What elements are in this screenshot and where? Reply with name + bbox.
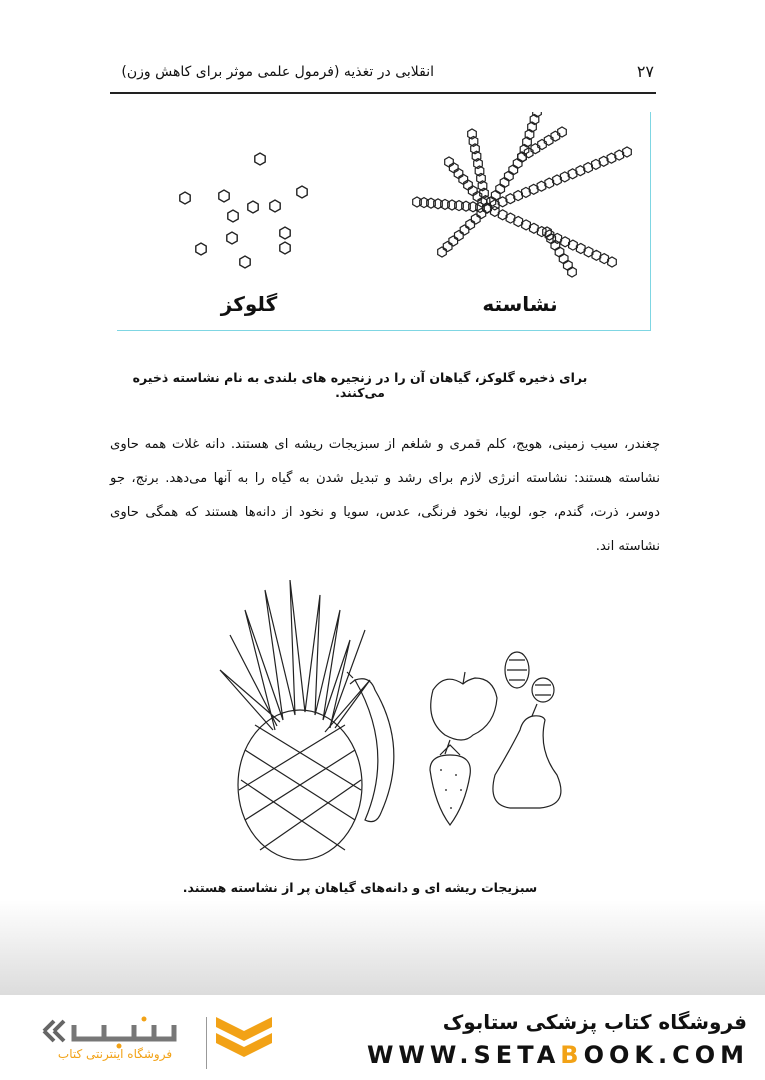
- url-highlight: B: [560, 1041, 584, 1069]
- running-title: انقلابی در تغذیه (فرمول علمی موثر برای کاهش وزن): [121, 64, 434, 80]
- pineapple-crown: [220, 580, 370, 732]
- glucose-molecule: [280, 242, 290, 254]
- glucose-molecule: [270, 200, 280, 212]
- glucose-molecule: [280, 227, 290, 239]
- figure-2-caption: سبزیجات ریشه ای و دانه‌های گیاهان پر از نشاسته هستند.: [182, 880, 538, 895]
- apple: [431, 672, 497, 740]
- glucose-unit: [608, 257, 617, 267]
- page-number: ۲۷: [636, 62, 654, 81]
- page-header: [110, 62, 656, 94]
- figure-1-caption: برای ذخیره گلوکز، گیاهان آن را در زنجیره های بلندی به نام نشاسته ذخیره می‌کنند.: [132, 370, 588, 400]
- glucose-unit: [531, 144, 540, 154]
- glucose-unit: [438, 247, 447, 257]
- store-name: فروشگاه کتاب پزشکی ستابوک: [442, 1010, 747, 1034]
- glucose-unit: [471, 214, 480, 224]
- logo-tagline: فروشگاه اینترنتی کتاب: [57, 1047, 173, 1061]
- glucose-unit: [558, 127, 567, 137]
- pineapple-body: [238, 710, 362, 860]
- glucose-unit: [477, 209, 486, 219]
- page-bottom-shadow: [0, 900, 765, 1000]
- starch-label: نشاسته: [482, 292, 558, 316]
- pear: [493, 704, 561, 808]
- glucose-unit: [538, 140, 547, 150]
- glucose-molecule: [255, 153, 265, 165]
- url-part-2: OOK.COM: [583, 1041, 749, 1069]
- glucose-unit: [551, 131, 560, 141]
- strawberry: [430, 740, 470, 825]
- glucose-molecule: [240, 256, 250, 268]
- glucose-unit: [443, 242, 452, 252]
- glucose-molecule: [227, 232, 237, 244]
- body-paragraph: چغندر، سیب زمینی، هویج، کلم قمری و شلغم از سبزیجات ریشه ای هستند. دانه غلات همه حاوی نشاسته هستند: نشاسته انرژی لازم برای رشد و تبدیل شدن به گیاه را به آنها می‌دهد. برنج، جو دوسر، ذرت، گندم، جو، لوبیا، نخود فرنگی، عدس، سویا و نخود از دانه‌ها هستند که همگی حاوی نشاسته اند.: [110, 437, 660, 554]
- glucose-unit: [449, 236, 458, 246]
- store-url[interactable]: [367, 1041, 749, 1069]
- glucose-molecule: [228, 210, 238, 222]
- glucose-molecule: [248, 201, 258, 213]
- glucose-unit: [455, 231, 464, 241]
- glucose-unit: [544, 135, 553, 145]
- glucose-molecules: [180, 153, 307, 268]
- glucose-molecule: [196, 243, 206, 255]
- setabook-wordmark-icon: [40, 1015, 180, 1049]
- starch-glucose-figure: [117, 112, 651, 331]
- fruits-illustration: [205, 580, 575, 870]
- url-part-1: WWW.SETA: [366, 1041, 561, 1069]
- glucose-unit: [460, 225, 469, 235]
- glucose-unit: [466, 220, 475, 230]
- footer-divider: [206, 1017, 207, 1069]
- store-footer-banner: [0, 995, 765, 1080]
- starch-chains: [413, 112, 632, 277]
- glucose-label: گلوکز: [220, 292, 278, 316]
- raspberries: [505, 652, 554, 702]
- glucose-molecule: [297, 186, 307, 198]
- setabook-logo-icon: [212, 1011, 276, 1067]
- glucose-unit: [623, 147, 632, 157]
- glucose-molecule: [180, 192, 190, 204]
- glucose-molecule: [219, 190, 229, 202]
